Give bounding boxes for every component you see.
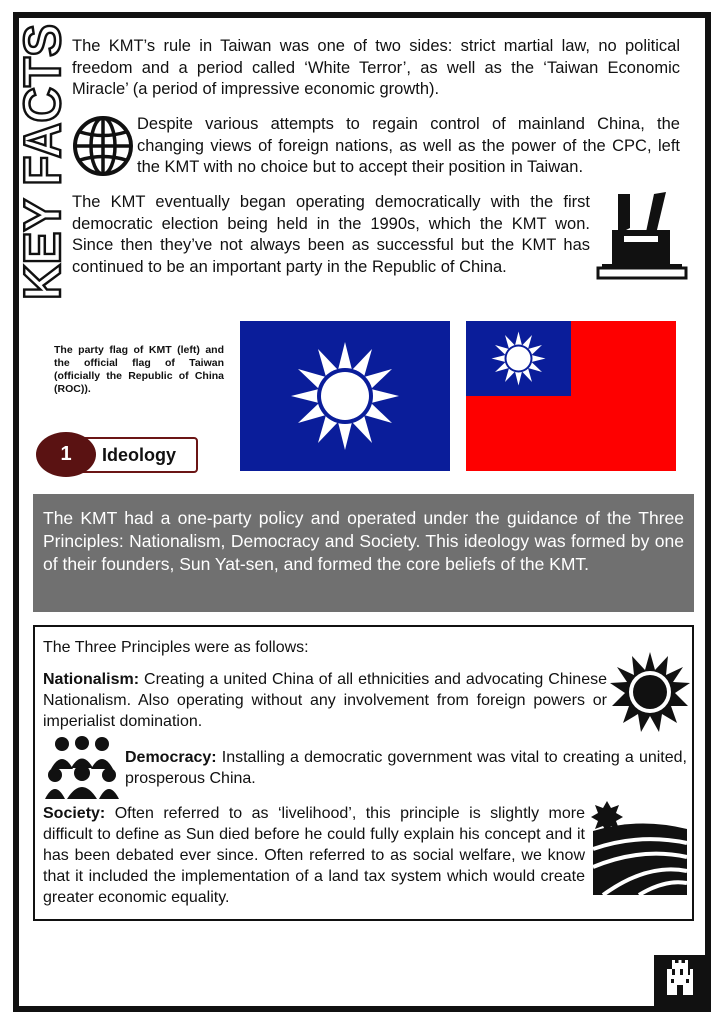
roc-flag	[466, 321, 676, 471]
democracy-label: Democracy:	[125, 749, 217, 766]
democracy-paragraph	[125, 747, 687, 789]
nationalism-text: Creating a united China of all ethnicities and advocating Chinese Nationalism. Also operating without any involvement from foreign powers or imperialist domination.	[43, 671, 607, 730]
principles-intro: The Three Principles were as follows:	[43, 639, 309, 656]
nationalism-label: Nationalism:	[43, 671, 140, 688]
kmt-party-flag	[240, 321, 450, 471]
ideology-section-tab	[36, 432, 200, 477]
flags-caption: The party flag of KMT (left) and the official flag of Taiwan (officially the Republic of China (ROC)).	[54, 344, 224, 395]
principles-box	[33, 625, 694, 921]
fact-paragraph-3: The KMT eventually began operating democratically with the first democratic election being held in the 1990s, which the KMT won. Since then they’ve not always been as successful but the KMT has continued to be an important party in the Republic of China.	[72, 193, 590, 276]
people-group-icon	[45, 735, 119, 801]
democracy-text: Installing a democratic government was vital to creating a united, prosperous China.	[125, 749, 687, 787]
section-number: 1	[36, 432, 96, 477]
globe-icon	[72, 115, 134, 177]
ideology-summary: The KMT had a one-party policy and operated under the guidance of the Three Principles: Nationalism, Democracy and Society. This ideology was formed by one of their founders, Sun Yat-sen, and formed the core beliefs of the KMT.	[33, 494, 694, 612]
ballot-box-icon	[596, 188, 688, 280]
sun-icon	[609, 651, 691, 733]
key-facts-title-text: KEY FACTS	[14, 9, 72, 300]
section-title: Ideology	[64, 437, 198, 473]
nationalism-paragraph	[43, 669, 607, 732]
key-facts-title	[14, 9, 72, 300]
society-paragraph	[43, 803, 585, 908]
society-text: Often referred to as ‘livelihood’, this principle is slightly more difficult to define as Sun died before he could fully explain his concept and it has been debated ever since. Often referred to as social welfare, we know that it included the implementation of a land tax system which would create greater economic equality.	[43, 805, 585, 906]
fact-paragraph-1: The KMT’s rule in Taiwan was one of two sides: strict martial law, no political freedom and a period called ‘White Terror’, as well as the ‘Taiwan Economic Miracle’ (a period of impressive economic growth).	[72, 37, 680, 98]
castle-icon	[654, 955, 706, 1007]
farm-field-icon	[589, 799, 689, 899]
society-label: Society:	[43, 805, 106, 822]
fact-paragraph-2: Despite various attempts to regain control of mainland China, the changing views of foreign nations, as well as the power of the CPC, left the KMT with no choice but to accept their position in Taiwan.	[137, 115, 680, 176]
castle-logo	[654, 955, 706, 1007]
